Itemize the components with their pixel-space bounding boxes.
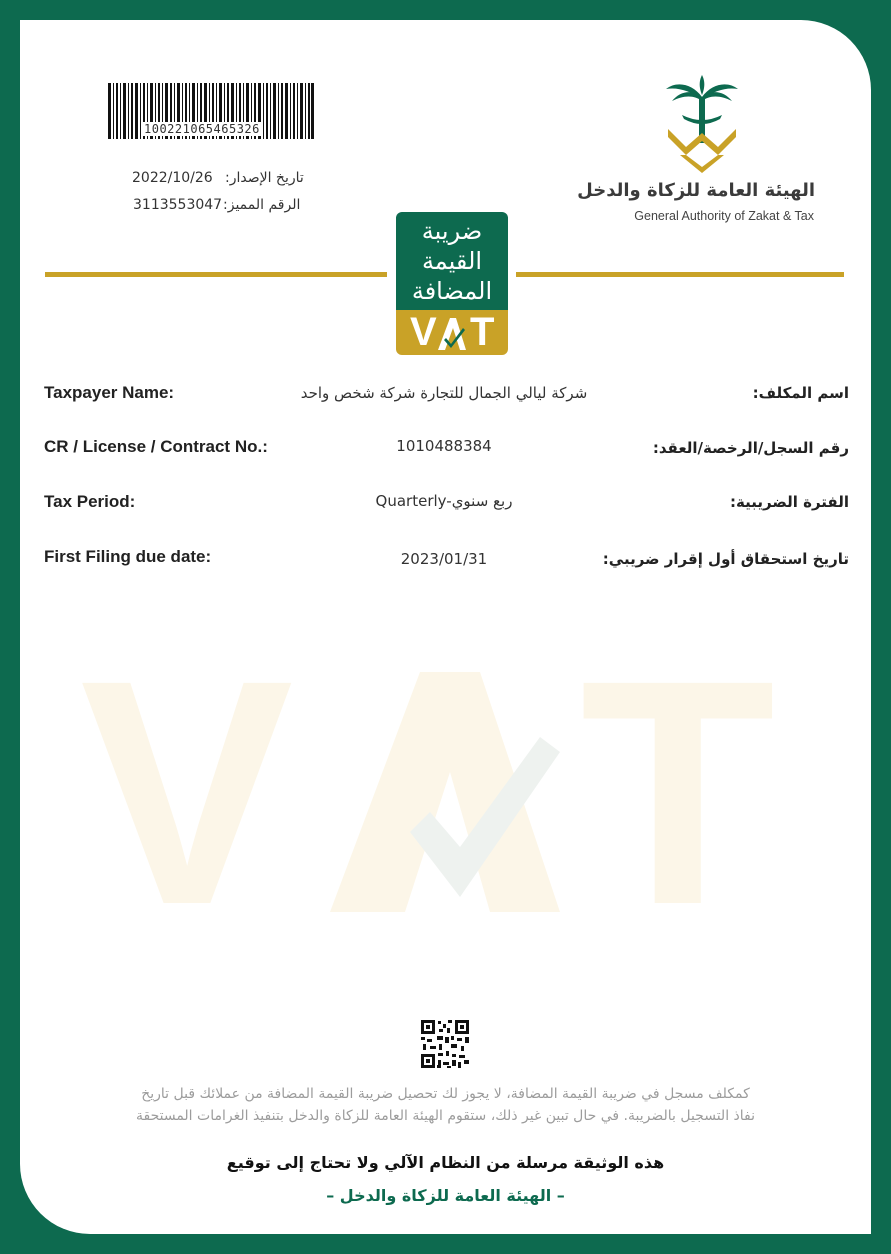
cr-license-value: 1010488384	[396, 437, 492, 455]
vat-badge	[396, 212, 508, 355]
divider-left	[45, 272, 387, 277]
unique-number-label: الرقم المميز:	[223, 197, 301, 213]
watermark-v: V	[80, 613, 294, 971]
footer-line-2: – الهيئة العامة للزكاة والدخل –	[326, 1186, 565, 1205]
taxpayer-name-label-ar: اسم المكلف:	[752, 384, 849, 402]
taxpayer-name-label-en: Taxpayer Name:	[44, 383, 175, 402]
badge-vat-a-check-icon	[436, 316, 468, 352]
first-filing-value: 2023/01/31	[400, 550, 488, 568]
divider-right	[516, 272, 844, 277]
watermark-t: T	[580, 613, 776, 971]
badge-line-3: المضافة	[411, 277, 493, 305]
unique-number: 3113553047	[133, 197, 223, 213]
qr-code-icon	[421, 1020, 469, 1068]
notice-line-1: كمكلف مسجل في ضريبة القيمة المضافة، لا يجوز لك تحصيل ضريبة القيمة المضافة من عملائك قبل تاريخ	[141, 1086, 750, 1102]
issue-date: 2022/10/26	[132, 170, 213, 186]
cr-license-label-en: CR / License / Contract No.:	[44, 437, 268, 456]
tax-period-label-ar: الفترة الضريبية:	[730, 493, 849, 511]
badge-vat-v: V	[410, 310, 437, 354]
issue-date-label: تاريخ الإصدار:	[225, 170, 304, 186]
badge-line-1: ضريبة	[421, 217, 483, 245]
badge-vat-t: T	[470, 310, 495, 354]
watermark-a-icon	[310, 672, 570, 912]
vat-watermark	[80, 613, 820, 971]
first-filing-label-ar: تاريخ استحقاق أول إقرار ضريبي:	[602, 550, 849, 568]
vat-certificate	[20, 20, 871, 1234]
zakat-authority-logo-icon	[662, 75, 742, 173]
authority-name-ar: الهيئة العامة للزكاة والدخل	[577, 180, 815, 201]
tax-period-label-en: Tax Period:	[44, 492, 136, 511]
footer-line-1: هذه الوثيقة مرسلة من النظام الآلي ولا تحتاج إلى توقيع	[226, 1153, 665, 1172]
first-filing-label-en: First Filing due date:	[44, 547, 212, 566]
notice-line-2: نفاذ التسجيل بالضريبة. في حال تبين غير ذلك، ستقوم الهيئة العامة للزكاة والدخل بتنفيذ الغرامات المستحقة	[135, 1108, 756, 1124]
barcode-number: 1002210654653​26	[144, 122, 260, 136]
cr-license-label-ar: رقم السجل/الرخصة/العقد:	[652, 439, 849, 457]
taxpayer-name-value: شركة ليالي الجمال للتجارة شركة شخص واحد	[300, 384, 588, 402]
tax-period-value: Quarterly-ربع سنوي	[375, 492, 513, 510]
badge-line-2: القيمة	[421, 247, 483, 275]
authority-name-en: General Authority of Zakat & Tax	[634, 209, 814, 223]
